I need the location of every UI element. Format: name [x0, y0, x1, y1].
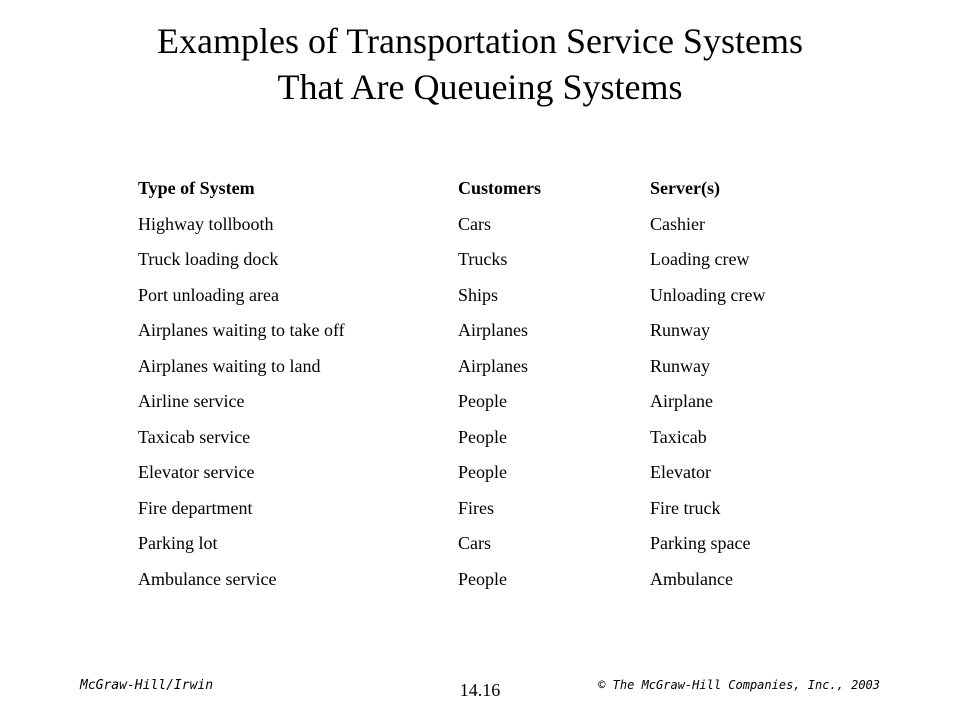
cell-customers: Fires: [458, 497, 494, 518]
header-servers: Server(s): [650, 178, 720, 199]
cell-type-of-system: Airline service: [138, 391, 245, 412]
table-header-row: [138, 171, 870, 207]
cell-servers: Unloading crew: [650, 284, 766, 305]
cell-type-of-system: Elevator service: [138, 462, 255, 483]
table-row: [138, 420, 870, 456]
header-type-of-system: Type of System: [138, 178, 255, 199]
cell-servers: Cashier: [650, 213, 705, 234]
cell-servers: Parking space: [650, 533, 751, 554]
cell-servers: Ambulance: [650, 568, 733, 589]
cell-servers: Runway: [650, 320, 710, 341]
cell-type-of-system: Highway tollbooth: [138, 213, 274, 234]
slide-title: [0, 18, 960, 110]
slide-title-line-2: That Are Queueing Systems: [277, 67, 683, 107]
cell-servers: Loading crew: [650, 249, 750, 270]
cell-customers: Airplanes: [458, 355, 528, 376]
cell-customers: People: [458, 568, 507, 589]
cell-customers: Cars: [458, 213, 491, 234]
cell-type-of-system: Parking lot: [138, 533, 218, 554]
cell-type-of-system: Fire department: [138, 497, 253, 518]
footer-copyright: © The McGraw-Hill Companies, Inc., 2003: [598, 678, 880, 692]
cell-servers: Taxicab: [650, 426, 707, 447]
table-row: [138, 526, 870, 562]
cell-servers: Runway: [650, 355, 710, 376]
cell-servers: Fire truck: [650, 497, 721, 518]
cell-type-of-system: Ambulance service: [138, 568, 277, 589]
cell-type-of-system: Taxicab service: [138, 426, 251, 447]
table-row: [138, 455, 870, 491]
cell-type-of-system: Airplanes waiting to land: [138, 355, 321, 376]
footer-publisher: McGraw-Hill/Irwin: [80, 678, 214, 693]
table-row: [138, 242, 870, 278]
cell-type-of-system: Truck loading dock: [138, 249, 279, 270]
cell-customers: People: [458, 462, 507, 483]
cell-servers: Elevator: [650, 462, 711, 483]
cell-type-of-system: Airplanes waiting to take off: [138, 320, 345, 341]
table-row: [138, 384, 870, 420]
cell-customers: Ships: [458, 284, 499, 305]
table-row: [138, 278, 870, 314]
cell-servers: Airplane: [650, 391, 713, 412]
table-row: [138, 349, 870, 385]
cell-customers: Airplanes: [458, 320, 528, 341]
table-row: [138, 207, 870, 243]
table-row: [138, 562, 870, 598]
cell-customers: Cars: [458, 533, 491, 554]
slide-title-line-1: Examples of Transportation Service Systems: [157, 21, 803, 61]
cell-customers: Trucks: [458, 249, 508, 270]
cell-type-of-system: Port unloading area: [138, 284, 279, 305]
footer-slide-number: 14.16: [459, 680, 501, 700]
table-row: [138, 491, 870, 527]
header-customers: Customers: [458, 178, 541, 199]
table-row: [138, 313, 870, 349]
cell-customers: People: [458, 391, 507, 412]
queueing-systems-table: [138, 171, 870, 597]
cell-customers: People: [458, 426, 507, 447]
